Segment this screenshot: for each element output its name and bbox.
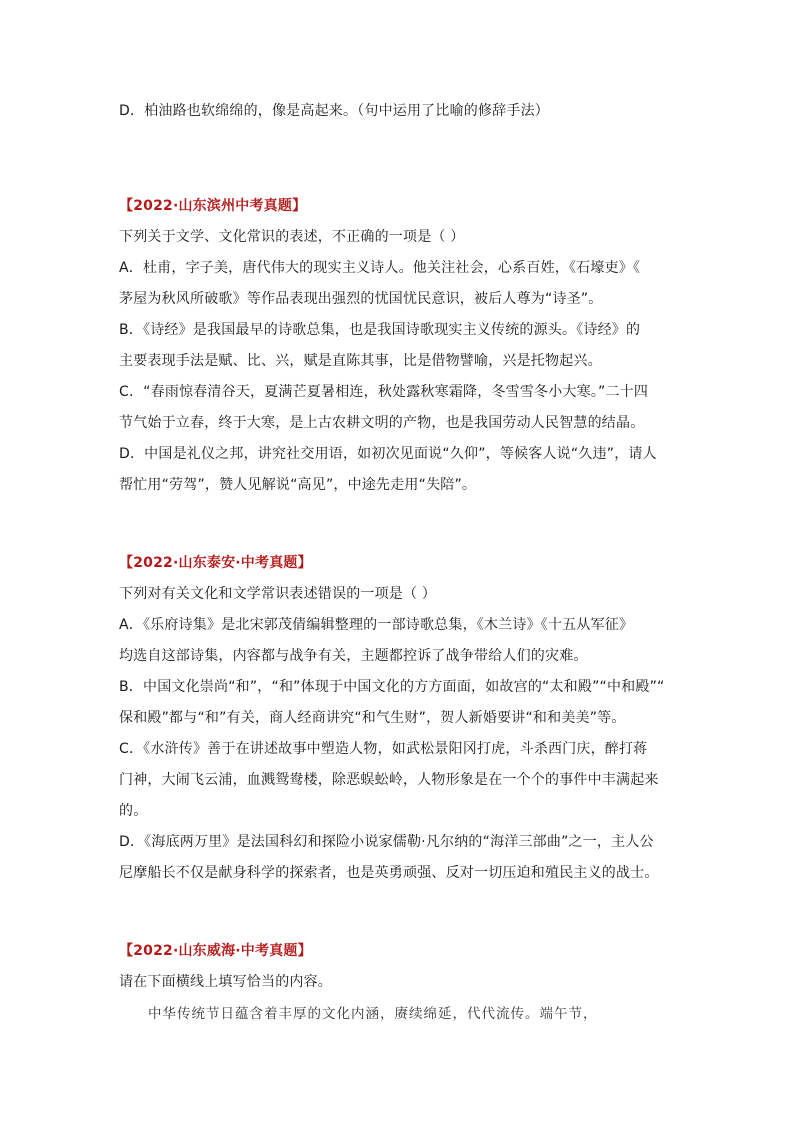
question-1-option-a-line2: 茅屋为秋风所破歌》等作品表现出强烈的忧国忧民意识，被后人尊为“诗圣”。 bbox=[119, 291, 603, 307]
question-2-option-c-line1: C．《水浒传》善于在讲述故事中塑造人物，如武松景阳冈打虎，斗杀西门庆，醉打蒋 bbox=[119, 741, 648, 757]
question-2-heading: 【2022·山东泰安·中考真题】 bbox=[119, 555, 312, 571]
question-3-heading: 【2022·山东威海·中考真题】 bbox=[119, 943, 312, 959]
question-2-option-c-line2: 门神，大闹飞云浦，血溅鸳鸯楼，除恶蜈蚣岭，人物形象是在一个个的事件中丰满起来 bbox=[119, 772, 659, 788]
question-2-option-d-line2: 尼摩船长不仅是献身科学的探索者，也是英勇顽强、反对一切压迫和殖民主义的战士。 bbox=[119, 865, 659, 881]
question-2-stem: 下列对有关文化和文学常识表述错误的一项是（ ） bbox=[119, 586, 437, 602]
question-1-option-b-line2: 主要表现手法是赋、比、兴，赋是直陈其事，比是借物譬喻，兴是托物起兴。 bbox=[119, 353, 602, 369]
question-3-stem: 请在下面横线上填写恰当的内容。 bbox=[119, 974, 332, 990]
question-2-option-a-line2: 均选自这部诗集，内容都与战争有关，主题都控诉了战争带给人们的灾难。 bbox=[119, 648, 588, 664]
question-1-heading: 【2022·山东滨州中考真题】 bbox=[119, 198, 307, 214]
question-1-option-c-line1: C．“春雨惊春清谷天，夏满芒夏暑相连，秋处露秋寒霜降，冬雪雪冬小大寒。”二十四 bbox=[119, 384, 649, 400]
question-1-option-a-line1: A．杜甫，字子美，唐代伟大的现实主义诗人。他关注社会，心系百姓，《石壕吏》《 bbox=[119, 260, 641, 276]
prev-option-d: D．柏油路也软绵绵的，像是高起来。（句中运用了比喻的修辞手法） bbox=[119, 103, 549, 119]
question-1-option-b-line1: B．《诗经》是我国最早的诗歌总集，也是我国诗歌现实主义传统的源头。《诗经》的 bbox=[119, 322, 641, 338]
question-1-option-d-line1: D．中国是礼仪之邦，讲究社交用语，如初次见面说“久仰”，等候客人说“久违”，请人 bbox=[119, 446, 657, 462]
question-2-option-c-line3: 的。 bbox=[119, 803, 148, 819]
question-2-option-a-line1: A．《乐府诗集》是北宋郭茂倩编辑整理的一部诗歌总集，《木兰诗》《十五从军征》 bbox=[119, 617, 634, 633]
question-1-option-c-line2: 节气始于立春，终于大寒，是上古农耕文明的产物，也是我国劳动人民智慧的结晶。 bbox=[119, 415, 645, 431]
question-1-stem: 下列关于文学、文化常识的表述，不正确的一项是（ ） bbox=[119, 229, 465, 245]
question-2-option-b-line2: 保和殿”都与“和”有关，商人经商讲究“和气生财”，贺人新婚要讲“和和美美”等。 bbox=[119, 710, 626, 726]
question-3-passage-line1: 中华传统节日蕴含着丰厚的文化内涵，赓续绵延，代代流传。端午节， bbox=[148, 1006, 598, 1022]
question-1-option-d-line2: 帮忙用“劳驾”，赞人见解说“高见”，中途先走用“失陪”。 bbox=[119, 477, 477, 493]
question-2-option-d-line1: D．《海底两万里》是法国科幻和探险小说家儒勒·凡尔纳的“海洋三部曲”之一，主人公 bbox=[119, 834, 654, 850]
question-2-option-b-line1: B．中国文化崇尚“和”，“和”体现于中国文化的方方面面，如故宫的“太和殿”“中和殿”“ bbox=[119, 679, 665, 695]
